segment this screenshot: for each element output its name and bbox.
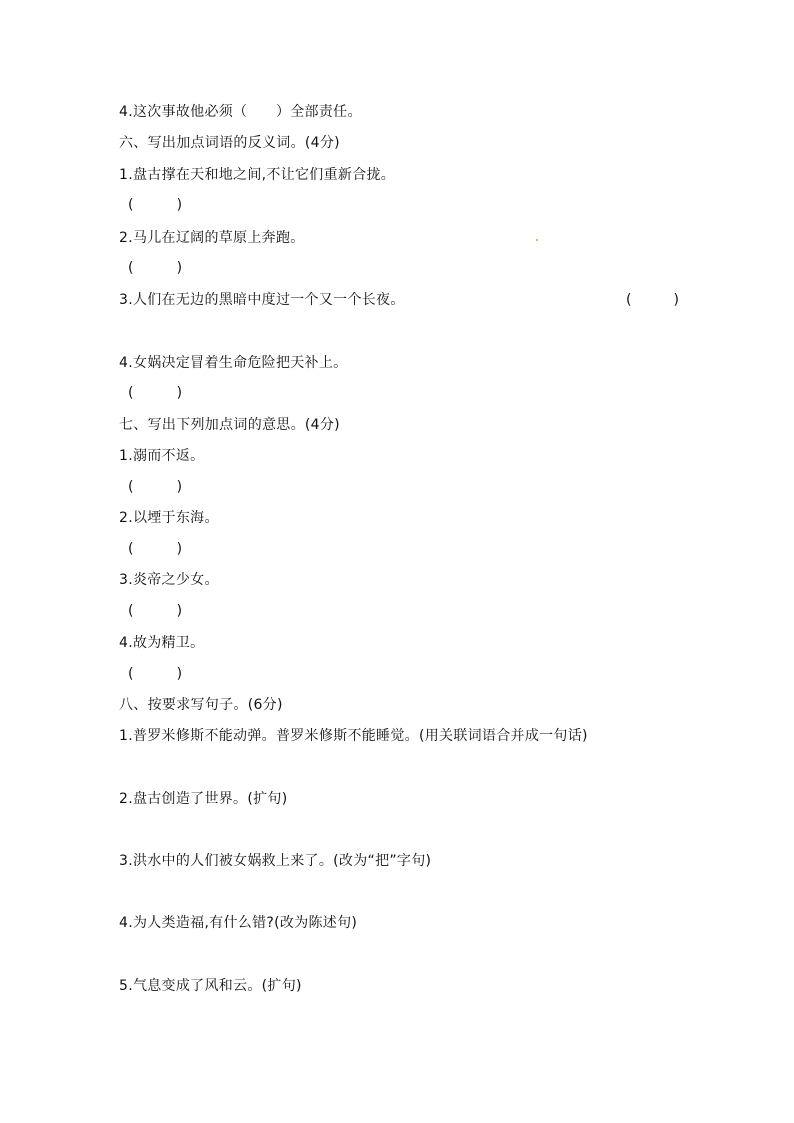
q6-answer-2: ( ) bbox=[128, 260, 183, 276]
q6-item-4: 4.女娲决定冒着生命危险把天补上。 bbox=[119, 355, 348, 371]
q8-item-3: 3.洪水中的人们被女娲救上来了。(改为“把”字句) bbox=[119, 853, 432, 869]
section-8-heading: 八、按要求写句子。(6分) bbox=[119, 697, 283, 713]
q6-item-2: 2.马儿在辽阔的草原上奔跑。 bbox=[119, 230, 305, 246]
q7-answer-4: ( ) bbox=[128, 666, 183, 682]
q5-item-4: 4.这次事故他必须（ ）全部责任。 bbox=[119, 104, 362, 120]
q6-item-1: 1.盘古撑在天和地之间,不让它们重新合拢。 bbox=[119, 167, 396, 183]
section-7-heading: 七、写出下列加点词的意思。(4分) bbox=[119, 417, 340, 433]
q7-item-4: 4.故为精卫。 bbox=[119, 635, 205, 651]
q6-item-3: 3.人们在无边的黑暗中度过一个又一个长夜。 bbox=[119, 292, 405, 308]
q8-item-1: 1.普罗米修斯不能动弹。普罗米修斯不能睡觉。(用关联词语合并成一句话) bbox=[119, 728, 588, 744]
stray-dot bbox=[536, 239, 538, 241]
q6-answer-3: ( ) bbox=[626, 292, 679, 308]
q8-item-5: 5.气息变成了风和云。(扩句) bbox=[119, 978, 302, 994]
q7-answer-3: ( ) bbox=[128, 603, 183, 619]
q8-item-2: 2.盘古创造了世界。(扩句) bbox=[119, 791, 288, 807]
q7-item-2: 2.以堙于东海。 bbox=[119, 510, 219, 526]
q7-item-1: 1.溺而不返。 bbox=[119, 448, 205, 464]
q8-item-4: 4.为人类造福,有什么错?(改为陈述句) bbox=[119, 915, 358, 931]
q6-answer-4: ( ) bbox=[128, 385, 183, 401]
q7-answer-2: ( ) bbox=[128, 541, 183, 557]
section-6-heading: 六、写出加点词语的反义词。(4分) bbox=[119, 135, 340, 151]
q7-item-3: 3.炎帝之少女。 bbox=[119, 572, 219, 588]
q7-answer-1: ( ) bbox=[128, 479, 183, 495]
q6-answer-1: ( ) bbox=[128, 197, 183, 213]
